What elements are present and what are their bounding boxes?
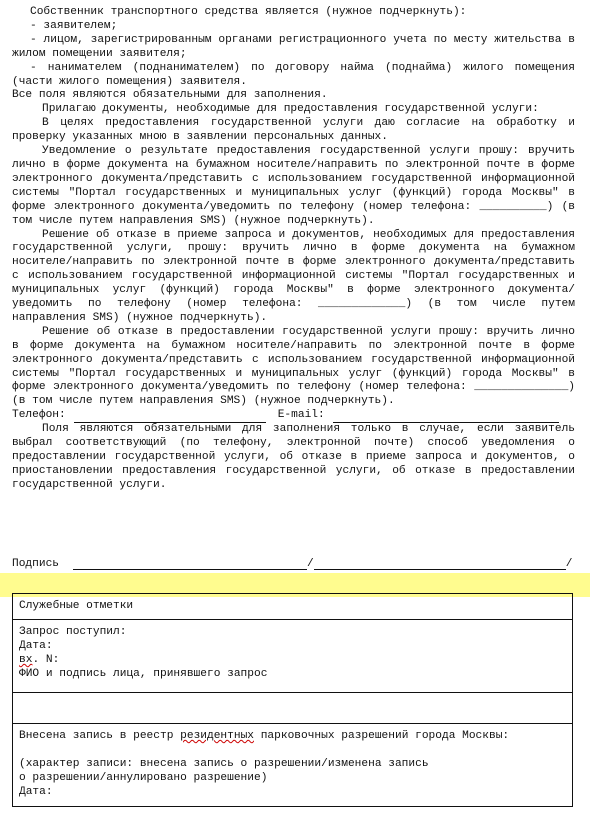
received-cell	[13, 620, 572, 693]
paragraphs	[12, 6, 575, 409]
paragraph: Решение об отказе в приеме запроса и документов, необходимых для предоставления государственной услуги, прошу: вручить лично в форме документа на бумажном носителе/направить по электронной почте в форме электронного документа/представить с использованием государственной информационной системы "Портал государственных и муниципальных услуг (функций) города Москвы" в форме электронного документа/уведомить по телефону (номер телефона: _____________) (в том числе путем направления SMS) (нужное подчеркнуть).	[12, 228, 575, 324]
date-label-2: Дата:	[19, 785, 53, 798]
received-label: Запрос поступил:	[19, 626, 127, 638]
date-label: Дата:	[19, 639, 53, 652]
paragraph: - нанимателем (поднанимателем) по договору найма (поднайма) жилого помещения (части жилого помещения) заявителя.	[12, 61, 575, 88]
paragraph: Решение об отказе в предоставлении государственной услуги прошу: вручить лично в форме документа на бумажном носителе/направить по электронной почте в форме электронного документа/представить с использованием государственной информационной системы "Портал государственных и муниципальных услуг (функций) города Москвы" в форме электронного документа/уведомить по телефону (номер телефона: ______________) (в том числе путем направления SMS) (нужное подчеркнуть).	[12, 325, 575, 408]
email-label: E-mail:	[277, 409, 325, 422]
paragraph: - заявителем;	[30, 19, 118, 32]
signature-field[interactable]	[73, 558, 307, 570]
contact-row	[12, 409, 575, 423]
paragraph: Прилагаю документы, необходимые для предоставления государственной услуги:	[42, 103, 539, 116]
in-number-label: вх. N:	[19, 653, 60, 666]
application-text	[12, 6, 575, 493]
phone-field[interactable]	[74, 411, 266, 423]
paragraph: Собственник транспортного средства является (нужное подчеркнуть):	[30, 6, 467, 18]
paragraph: Все поля являются обязательными для заполнения.	[12, 89, 328, 102]
paragraph: - лицом, зарегистрированным органами регистрационного учета по месту жительства в жилом помещении заявителя;	[12, 33, 575, 60]
paragraph: Уведомление о результате предоставления государственной услуги прошу: вручить лично в форме документа на бумажном носителе/направить по электронной почте в форме электронного документа/представить с использованием государственной информационной системы "Портал государственных и муниципальных услуг (функций) города Москвы" в форме электронного документа/уведомить по телефону (номер телефона: __________) (в том числе путем направления SMS) (нужное подчеркнуть).	[12, 145, 575, 227]
phone-label: Телефон:	[12, 409, 66, 422]
paragraph: В целях предоставления государственной услуги даю согласие на обработку и проверку указанных мною в заявлении персональных данных.	[12, 117, 575, 144]
signature-label: Подпись	[12, 558, 59, 570]
note-paragraph: Поля являются обязательными для заполнения только в случае, если заявитель выбрал соответствующий (по телефону, электронной почте) способ уведомления о предоставлении государственной услуги, об отказе в приеме запроса и документов, о приостановлении предоставления государственной услуги, об отказе в предоставлении государственной услуги.	[12, 423, 575, 491]
office-title: Служебные отметки	[13, 594, 572, 620]
signature-separator: /	[307, 558, 314, 570]
signature-end: /	[565, 558, 573, 570]
email-field[interactable]	[333, 411, 559, 423]
office-notes-table	[12, 593, 573, 807]
registry-cell	[13, 724, 572, 806]
signature-name-field[interactable]	[314, 558, 566, 570]
empty-cell	[13, 693, 572, 724]
signature-row	[12, 558, 577, 570]
registry-label: Внесена запись в реестр резидентных парковочных разрешений города Москвы:	[19, 730, 510, 742]
record-kind-line2: о разрешении/аннулировано разрешение)	[19, 771, 268, 784]
record-kind-line1: (характер записи: внесена запись о разрешении/изменена запись	[19, 757, 429, 770]
fio-label: ФИО и подпись лица, принявшего запрос	[19, 667, 268, 680]
